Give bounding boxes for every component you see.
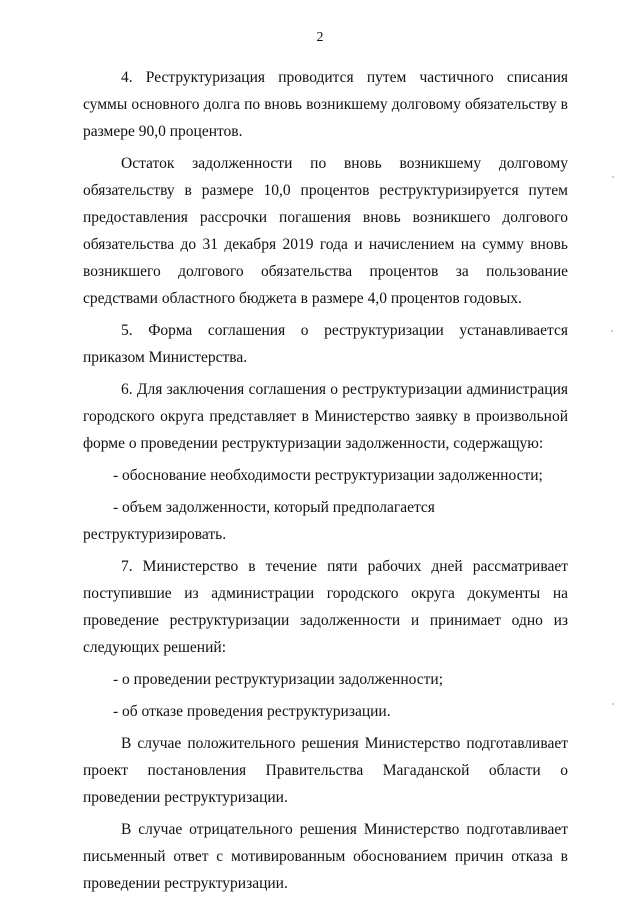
paragraph-item-5: 5. Форма соглашения о реструктуризации устанавливается приказом Министерства.: [83, 322, 568, 366]
paragraph-remainder-restructuring: Остаток задолженности по вновь возникшему долговому обязательству в размере 10,0 процентов реструктуризируется путем предоставления рассрочки погашения вновь возникшего долгового обязательства до 31 декабря 2019 года и начислением на сумму вновь возникшего долгового обязательства процентов за пользование средствами областного бюджета в размере 4,0 процентов годовых.: [83, 155, 568, 307]
scan-speck: [612, 176, 614, 178]
list-item-debt-volume: - объем задолженности, который предполагается реструктуризировать.: [83, 499, 435, 543]
scan-speck: [611, 330, 613, 332]
list-item-decision-approve: - о проведении реструктуризации задолженности;: [113, 671, 444, 688]
list-item-justification: - обоснование необходимости реструктуризации задолженности;: [113, 467, 543, 484]
paragraph-item-7: 7. Министерство в течение пяти рабочих дней рассматривает поступившие из администрации городского округа документы на проведение реструктуризации задолженности и принимает одно из следующих решений:: [83, 558, 568, 656]
paragraph-positive-decision: В случае положительного решения Министерство подготавливает проект постановления Правительства Магаданской области о проведении реструктуризации.: [83, 735, 568, 806]
paragraph-item-4: 4. Реструктуризация проводится путем частичного списания суммы основного долга по вновь возникшему долговому обязательству в размере 90,0 процентов.: [83, 69, 568, 140]
scan-speck: [612, 703, 614, 705]
page-number: 2: [316, 30, 324, 45]
paragraph-negative-decision: В случае отрицательного решения Министерство подготавливает письменный ответ с мотивированным обоснованием причин отказа в проведении реструктуризации.: [83, 821, 568, 892]
list-item-decision-refuse: - об отказе проведения реструктуризации.: [113, 703, 391, 720]
paragraph-item-6: 6. Для заключения соглашения о реструктуризации администрация городского округа представляет в Министерство заявку в произвольной форме о проведении реструктуризации задолженности, содержащую:: [83, 381, 568, 452]
document-body: [83, 64, 568, 902]
